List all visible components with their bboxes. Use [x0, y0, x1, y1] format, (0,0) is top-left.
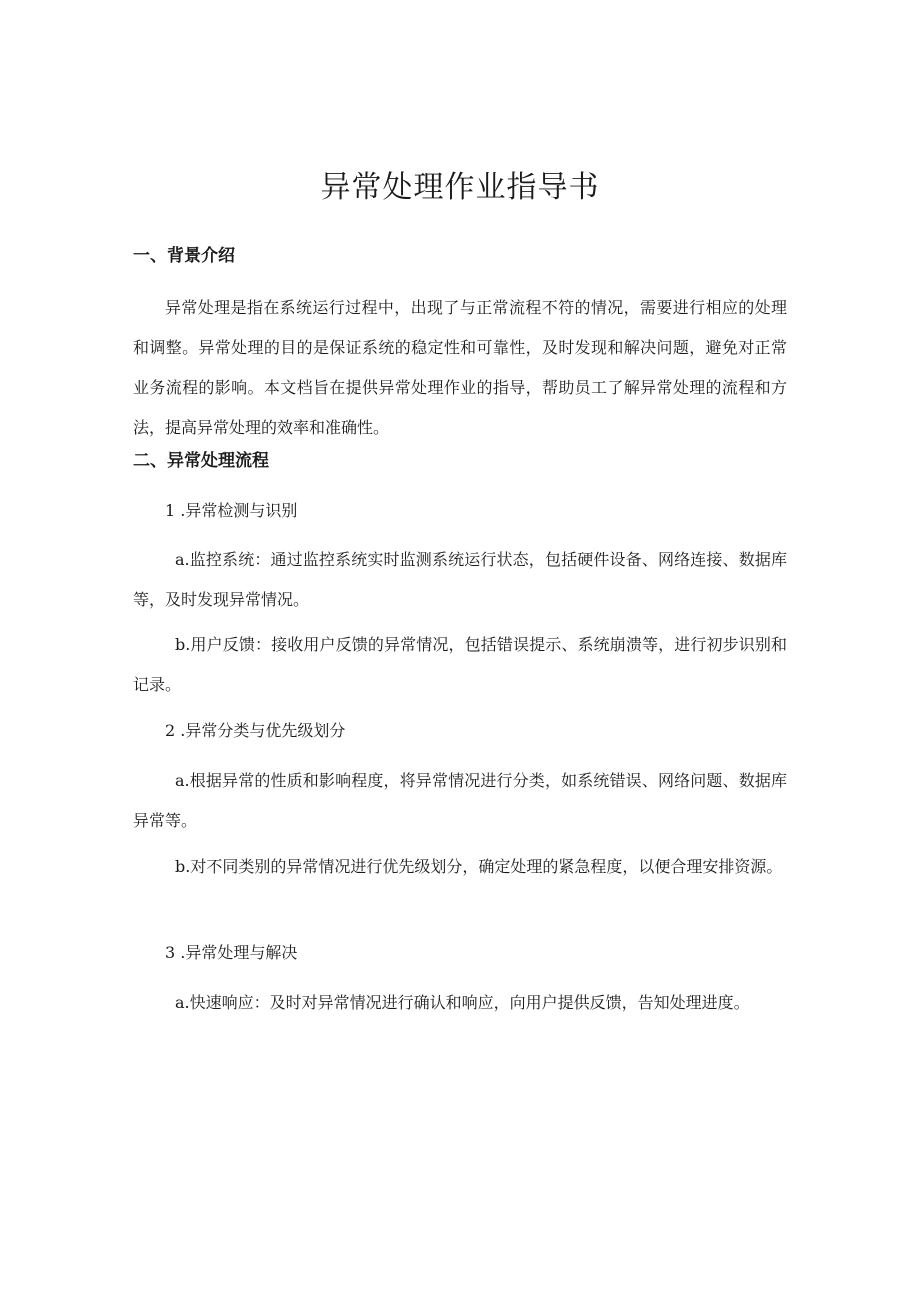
step-2-label: 2 .异常分类与优先级划分	[165, 721, 346, 740]
step-2-item-b: b.对不同类别的异常情况进行优先级划分，确定处理的紧急程度，以便合理安排资源。	[175, 857, 783, 876]
step-1-item-a: a.监控系统：通过监控系统实时监测系统运行状态，包括硬件设备、网络连接、数据库等，及时发现异常情况。	[133, 550, 787, 609]
step-3-item-a: a.快速响应：及时对异常情况进行确认和响应，向用户提供反馈，告知处理进度。	[175, 993, 750, 1012]
background-paragraph: 异常处理是指在系统运行过程中，出现了与正常流程不符的情况，需要进行相应的处理和调整。异常处理的目的是保证系统的稳定性和可靠性，及时发现和解决问题，避免对正常业务流程的影响。本文档旨在提供异常处理作业的指导，帮助员工了解异常处理的流程和方法，提高异常处理的效率和准确性。	[133, 298, 787, 437]
step-1-label: 1 .异常检测与识别	[165, 501, 298, 520]
section-heading-background: 一、背景介绍	[133, 246, 235, 266]
page-title: 异常处理作业指导书	[320, 170, 600, 205]
step-1-item-b: b.用户反馈：接收用户反馈的异常情况，包括错误提示、系统崩溃等，进行初步识别和记录。	[133, 635, 787, 694]
step-3-label: 3 .异常处理与解决	[165, 943, 298, 962]
section-heading-process: 二、异常处理流程	[133, 451, 269, 471]
step-2-item-a: a.根据异常的性质和影响程度，将异常情况进行分类，如系统错误、网络问题、数据库异常等。	[133, 771, 787, 830]
